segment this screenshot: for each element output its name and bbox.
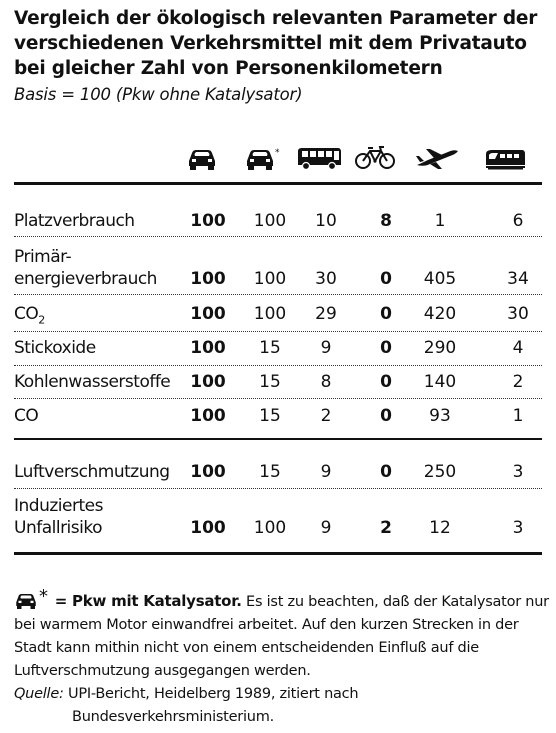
svg-text:*: *: [275, 148, 280, 158]
footnote-bold: = Pkw mit Katalysator.: [54, 592, 242, 610]
table-cell: 100: [253, 211, 287, 231]
table-cell: 3: [512, 462, 524, 482]
train-icon: [484, 145, 526, 171]
table-section-rule: [14, 438, 542, 440]
row-divider: [14, 398, 542, 399]
table-cell: 290: [423, 338, 457, 358]
row-label-line2: Unfallrisiko: [14, 518, 102, 538]
footnote: [14, 585, 550, 729]
table-cell: 100: [190, 269, 226, 289]
row-divider: [14, 294, 542, 295]
table-cell: 100: [253, 304, 287, 324]
table-cell: 10: [315, 211, 337, 231]
car-catalyst-icon: [14, 590, 38, 610]
table-cell: 2: [380, 518, 392, 538]
table-cell: 2: [512, 372, 524, 392]
table-cell: 405: [423, 269, 457, 289]
page-subtitle: Basis = 100 (Pkw ohne Katalysator): [14, 85, 303, 104]
bicycle-icon: [354, 145, 396, 171]
table-cell: 1: [512, 406, 524, 426]
row-label-subscript: 2: [38, 313, 45, 327]
table-cell: 100: [190, 406, 226, 426]
car-icon: [186, 145, 218, 171]
airplane-icon: [414, 145, 460, 171]
table-cell: 9: [320, 518, 332, 538]
table-bottom-rule: [14, 552, 542, 555]
table-cell: 2: [320, 406, 332, 426]
table-cell: 30: [315, 269, 337, 289]
table-cell: 15: [259, 462, 281, 482]
row-divider: [14, 488, 542, 489]
table-cell: 93: [429, 406, 451, 426]
table-cell: 4: [512, 338, 524, 358]
row-label: CO: [14, 406, 39, 426]
table-cell: 12: [429, 518, 451, 538]
table-top-rule: [14, 182, 542, 185]
source-label: Quelle:: [14, 686, 64, 702]
table-cell: 9: [320, 338, 332, 358]
table-cell: 8: [380, 211, 392, 231]
table-cell: 100: [253, 518, 287, 538]
row-label: [14, 303, 45, 331]
table-cell: 0: [380, 338, 392, 358]
source-text: UPI-Bericht, Heidelberg 1989, zitiert nach: [63, 686, 359, 702]
table-cell: 0: [380, 462, 392, 482]
table-cell: 0: [380, 372, 392, 392]
source-text-line2: Bundesverkehrsministerium.: [72, 709, 274, 725]
table-cell: 15: [259, 338, 281, 358]
row-divider: [14, 331, 542, 332]
table-cell: 0: [380, 304, 392, 324]
row-label: Stickoxide: [14, 338, 96, 358]
row-label: Luftverschmutzung: [14, 462, 170, 482]
table-cell: 8: [320, 372, 332, 392]
table-cell: 100: [253, 269, 287, 289]
table-cell: 6: [512, 211, 524, 231]
table-cell: 0: [380, 406, 392, 426]
page-title: Vergleich der ökologisch relevanten Parameter der verschiedenen Verkehrsmittel mit dem Privatauto bei gleicher Zahl von Personenkilometern: [14, 8, 538, 79]
bus-icon: [296, 145, 342, 171]
table-cell: 100: [190, 462, 226, 482]
table-cell: 0: [380, 269, 392, 289]
row-divider: [14, 236, 542, 237]
table-cell: 420: [423, 304, 457, 324]
row-label: Induziertes: [14, 496, 103, 516]
table-cell: 30: [507, 304, 529, 324]
table-cell: 100: [190, 211, 226, 231]
footnote-text: Es ist zu beachten, daß der Katalysator nur bei warmem Motor einwandfrei arbeitet. Auf den kurzen Strecken in der Stadt kann mithin nicht von einem entscheidenden Einfluß auf die Luftverschmutzung ausgegangen werden.: [14, 594, 549, 679]
table-cell: 100: [190, 518, 226, 538]
table-cell: 15: [259, 406, 281, 426]
table-cell: 100: [190, 372, 226, 392]
row-label-line2: energieverbrauch: [14, 269, 157, 289]
table-cell: 140: [423, 372, 457, 392]
table-cell: 3: [512, 518, 524, 538]
row-label-text: CO: [14, 304, 39, 324]
table-cell: 1: [434, 211, 446, 231]
row-label: Platzverbrauch: [14, 211, 135, 231]
table-cell: 34: [507, 269, 529, 289]
row-label: Primär-: [14, 247, 72, 267]
table-cell: 250: [423, 462, 457, 482]
table-cell: 15: [259, 372, 281, 392]
footnote-star: *: [39, 586, 48, 607]
footnote-lead: [14, 586, 242, 610]
table-cell: 100: [190, 338, 226, 358]
row-divider: [14, 365, 542, 366]
table-cell: 9: [320, 462, 332, 482]
table-cell: 29: [315, 304, 337, 324]
car-catalyst-icon: [244, 145, 284, 171]
row-label: Kohlenwasserstoffe: [14, 372, 171, 392]
table-cell: 100: [190, 304, 226, 324]
